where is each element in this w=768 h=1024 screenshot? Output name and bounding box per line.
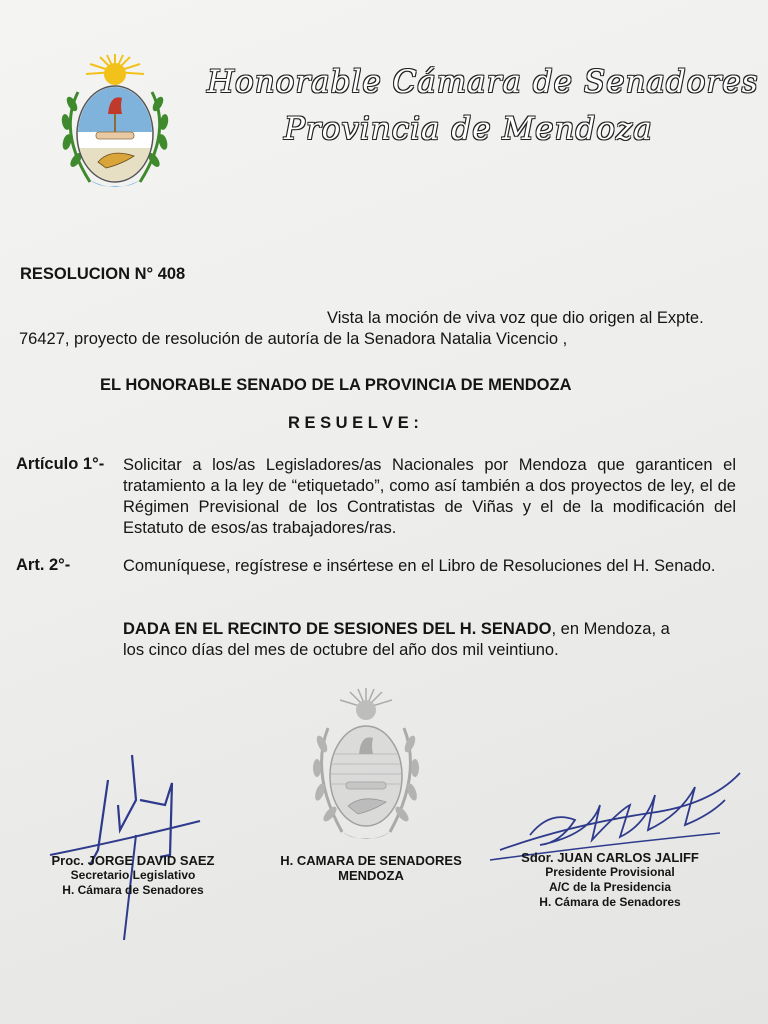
article-2-text: Comuníquese, regístrese e insértese en el Libro de Resoluciones del H. Senado. <box>123 557 716 575</box>
mendoza-coat-of-arms-icon <box>50 52 180 194</box>
preamble-line-1: Vista la moción de viva voz que dio origen al Expte. <box>327 309 704 327</box>
president-name: Sdor. JUAN CARLOS JALIFF <box>521 850 699 865</box>
president-org: H. Cámara de Senadores <box>539 895 681 909</box>
secretary-org: H. Cámara de Senadores <box>62 883 204 897</box>
article-2-label: Art. 2°- <box>16 556 71 574</box>
left-signature-mark <box>40 745 210 945</box>
article-1-text: Solicitar a los/as Legisladores/as Nacionales por Mendoza que garanticen el tratamiento a la ley de “etiquetado”, como así también a dos proyectos de ley, el de Régimen Previsional de los Contratistas de Viñas y el de la modificación del Estatuto de esos/as trabajadores/ras. <box>123 456 736 537</box>
dada-bold-text: DADA EN EL RECINTO DE SESIONES DEL H. SENADO <box>123 620 552 638</box>
resuelve-heading: R E S U E L V E : <box>288 414 419 432</box>
article-1-label: Artículo 1°- <box>16 455 105 473</box>
preamble-line-2: 76427, proyecto de resolución de autoría de la Senadora Natalia Vicencio , <box>19 330 568 348</box>
president-subtitle: A/C de la Presidencia <box>548 880 672 894</box>
signature-block-chamber <box>262 853 480 883</box>
header-title-chamber: Honorable Cámara de Senadores <box>207 64 759 100</box>
resolution-number: RESOLUCION N° 408 <box>20 265 186 283</box>
signature-block-secretary <box>18 853 248 898</box>
dada-line-2: los cinco días del mes de octubre del año dos mil veintiuno. <box>123 641 559 659</box>
chamber-name: H. CAMARA DE SENADORES <box>280 853 462 868</box>
signature-block-president <box>495 850 725 910</box>
senate-title: EL HONORABLE SENADO DE LA PROVINCIA DE MENDOZA <box>100 376 572 394</box>
dada-rest-text: , en Mendoza, a <box>551 620 670 638</box>
secretary-name: Proc. JORGE DAVID SAEZ <box>51 853 215 868</box>
dada-paragraph <box>123 619 736 661</box>
header-title-province: Provincia de Mendoza <box>284 111 653 147</box>
secretary-title: Secretario Legislativo <box>70 868 196 882</box>
chamber-city: MENDOZA <box>338 868 404 883</box>
senate-seal-icon <box>306 684 426 849</box>
president-title: Presidente Provisional <box>545 865 675 879</box>
